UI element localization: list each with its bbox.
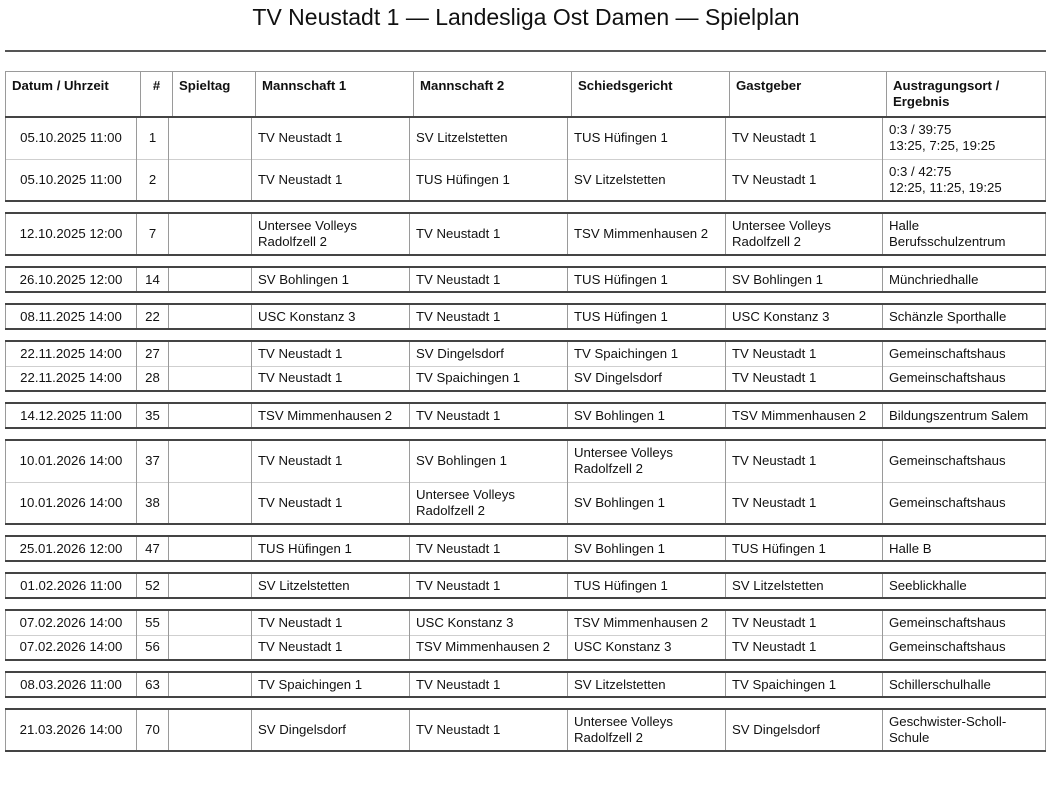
team1-cell: TV Neustadt 1	[252, 610, 410, 635]
team1-cell: SV Bohlingen 1	[252, 267, 410, 292]
team1-cell: TSV Mimmenhausen 2	[252, 403, 410, 428]
date-cell: 22.11.2025 14:00	[6, 366, 137, 391]
venue-result-cell: Bildungszentrum Salem	[883, 403, 1046, 428]
match-group	[5, 116, 1046, 202]
referee-cell: TUS Hüfingen 1	[568, 304, 726, 329]
match-number-cell: 22	[137, 304, 169, 329]
group-table	[5, 116, 1046, 202]
venue-result-cell: Schänzle Sporthalle	[883, 304, 1046, 329]
referee-cell: SV Bohlingen 1	[568, 536, 726, 561]
host-cell: TUS Hüfingen 1	[726, 536, 883, 561]
table-row	[6, 213, 1046, 255]
matchday-cell	[169, 341, 252, 366]
table-row	[6, 482, 1046, 524]
team1-cell: TV Neustadt 1	[252, 440, 410, 482]
date-cell: 25.01.2026 12:00	[6, 536, 137, 561]
host-cell: TV Neustadt 1	[726, 482, 883, 524]
venue-result-cell: Gemeinschaftshaus	[883, 482, 1046, 524]
matchday-cell	[169, 267, 252, 292]
match-group	[5, 708, 1046, 752]
venue-result-cell: Gemeinschaftshaus	[883, 366, 1046, 391]
referee-cell: SV Bohlingen 1	[568, 482, 726, 524]
team1-cell: TV Neustadt 1	[252, 366, 410, 391]
table-row	[6, 304, 1046, 329]
group-table	[5, 439, 1046, 525]
date-cell: 01.02.2026 11:00	[6, 573, 137, 598]
host-cell: SV Bohlingen 1	[726, 267, 883, 292]
venue-result-cell: 0:3 / 39:75 13:25, 7:25, 19:25	[883, 117, 1046, 159]
venue-result-cell: 0:3 / 42:75 12:25, 11:25, 19:25	[883, 159, 1046, 201]
table-row	[6, 672, 1046, 697]
referee-cell: Untersee Volleys Radolfzell 2	[568, 440, 726, 482]
host-cell: TV Neustadt 1	[726, 635, 883, 660]
date-cell: 14.12.2025 11:00	[6, 403, 137, 428]
col-header-team2: Mannschaft 2	[414, 72, 572, 117]
table-row	[6, 267, 1046, 292]
team2-cell: TUS Hüfingen 1	[410, 159, 568, 201]
team1-cell: TV Neustadt 1	[252, 159, 410, 201]
venue-result-cell: Gemeinschaftshaus	[883, 341, 1046, 366]
matchday-cell	[169, 573, 252, 598]
match-group	[5, 303, 1046, 330]
referee-cell: SV Litzelstetten	[568, 159, 726, 201]
host-cell: TV Neustadt 1	[726, 610, 883, 635]
match-number-cell: 70	[137, 709, 169, 751]
date-cell: 07.02.2026 14:00	[6, 635, 137, 660]
match-group	[5, 572, 1046, 599]
date-cell: 05.10.2025 11:00	[6, 117, 137, 159]
matchday-cell	[169, 610, 252, 635]
team1-cell: TV Spaichingen 1	[252, 672, 410, 697]
team2-cell: TV Spaichingen 1	[410, 366, 568, 391]
matchday-cell	[169, 159, 252, 201]
host-cell: TV Neustadt 1	[726, 440, 883, 482]
match-number-cell: 52	[137, 573, 169, 598]
match-number-cell: 56	[137, 635, 169, 660]
table-row	[6, 635, 1046, 660]
venue-result-cell: Halle Berufsschulzentrum	[883, 213, 1046, 255]
match-number-cell: 28	[137, 366, 169, 391]
group-table	[5, 266, 1046, 293]
group-table	[5, 303, 1046, 330]
team1-cell: TV Neustadt 1	[252, 341, 410, 366]
team2-cell: TV Neustadt 1	[410, 709, 568, 751]
team2-cell: TV Neustadt 1	[410, 403, 568, 428]
matchday-cell	[169, 440, 252, 482]
match-group	[5, 671, 1046, 698]
group-table	[5, 671, 1046, 698]
date-cell: 21.03.2026 14:00	[6, 709, 137, 751]
date-cell: 10.01.2026 14:00	[6, 440, 137, 482]
referee-cell: SV Dingelsdorf	[568, 366, 726, 391]
match-group	[5, 439, 1046, 525]
table-row	[6, 709, 1046, 751]
match-number-cell: 55	[137, 610, 169, 635]
referee-cell: Untersee Volleys Radolfzell 2	[568, 709, 726, 751]
team2-cell: SV Dingelsdorf	[410, 341, 568, 366]
date-cell: 22.11.2025 14:00	[6, 341, 137, 366]
group-table	[5, 212, 1046, 256]
matchday-cell	[169, 635, 252, 660]
date-cell: 12.10.2025 12:00	[6, 213, 137, 255]
match-number-cell: 7	[137, 213, 169, 255]
page-title: TV Neustadt 1 — Landesliga Ost Damen — Spielplan	[252, 4, 800, 30]
host-cell: SV Litzelstetten	[726, 573, 883, 598]
header-table	[5, 71, 1046, 116]
team2-cell: USC Konstanz 3	[410, 610, 568, 635]
table-row	[6, 341, 1046, 366]
venue-result-cell: Halle B	[883, 536, 1046, 561]
col-header-team1: Mannschaft 1	[256, 72, 414, 117]
match-group	[5, 609, 1046, 661]
table-row	[6, 366, 1046, 391]
match-group	[5, 402, 1046, 429]
match-number-cell: 35	[137, 403, 169, 428]
match-group	[5, 535, 1046, 562]
venue-result-cell: Gemeinschaftshaus	[883, 440, 1046, 482]
referee-cell: SV Bohlingen 1	[568, 403, 726, 428]
host-cell: TV Neustadt 1	[726, 366, 883, 391]
date-cell: 08.11.2025 14:00	[6, 304, 137, 329]
date-cell: 07.02.2026 14:00	[6, 610, 137, 635]
col-header-number: #	[141, 72, 173, 117]
col-header-matchday: Spieltag	[173, 72, 256, 117]
match-group	[5, 212, 1046, 256]
matchday-cell	[169, 213, 252, 255]
schedule-header	[5, 71, 1046, 116]
referee-cell: SV Litzelstetten	[568, 672, 726, 697]
team2-cell: TV Neustadt 1	[410, 304, 568, 329]
group-table	[5, 535, 1046, 562]
team2-cell: SV Bohlingen 1	[410, 440, 568, 482]
match-number-cell: 1	[137, 117, 169, 159]
host-cell: USC Konstanz 3	[726, 304, 883, 329]
schedule	[5, 71, 1046, 762]
match-group	[5, 266, 1046, 293]
matchday-cell	[169, 403, 252, 428]
team1-cell: SV Litzelstetten	[252, 573, 410, 598]
team2-cell: Untersee Volleys Radolfzell 2	[410, 482, 568, 524]
matchday-cell	[169, 117, 252, 159]
table-row	[6, 117, 1046, 159]
team1-cell: USC Konstanz 3	[252, 304, 410, 329]
match-number-cell: 37	[137, 440, 169, 482]
table-row	[6, 440, 1046, 482]
host-cell: TV Neustadt 1	[726, 159, 883, 201]
host-cell: Untersee Volleys Radolfzell 2	[726, 213, 883, 255]
date-cell: 26.10.2025 12:00	[6, 267, 137, 292]
col-header-date: Datum / Uhrzeit	[6, 72, 141, 117]
matchday-cell	[169, 672, 252, 697]
matchday-cell	[169, 366, 252, 391]
venue-result-cell: Gemeinschaftshaus	[883, 635, 1046, 660]
team2-cell: TSV Mimmenhausen 2	[410, 635, 568, 660]
host-cell: SV Dingelsdorf	[726, 709, 883, 751]
team2-cell: TV Neustadt 1	[410, 573, 568, 598]
matchday-cell	[169, 536, 252, 561]
venue-result-cell: Geschwister-Scholl-Schule	[883, 709, 1046, 751]
match-number-cell: 27	[137, 341, 169, 366]
matchday-cell	[169, 709, 252, 751]
host-cell: TSV Mimmenhausen 2	[726, 403, 883, 428]
team2-cell: TV Neustadt 1	[410, 267, 568, 292]
referee-cell: TV Spaichingen 1	[568, 341, 726, 366]
match-groups	[5, 116, 1046, 752]
matchday-cell	[169, 482, 252, 524]
table-row	[6, 610, 1046, 635]
table-row	[6, 403, 1046, 428]
venue-result-cell: Schillerschulhalle	[883, 672, 1046, 697]
host-cell: TV Spaichingen 1	[726, 672, 883, 697]
date-cell: 05.10.2025 11:00	[6, 159, 137, 201]
venue-result-cell: Gemeinschaftshaus	[883, 610, 1046, 635]
team1-cell: Untersee Volleys Radolfzell 2	[252, 213, 410, 255]
team1-cell: TV Neustadt 1	[252, 117, 410, 159]
host-cell: TV Neustadt 1	[726, 117, 883, 159]
match-number-cell: 14	[137, 267, 169, 292]
referee-cell: TUS Hüfingen 1	[568, 573, 726, 598]
referee-cell: TSV Mimmenhausen 2	[568, 610, 726, 635]
col-header-venue-result: Austragungsort / Ergebnis	[887, 72, 1046, 117]
table-row	[6, 159, 1046, 201]
team1-cell: TUS Hüfingen 1	[252, 536, 410, 561]
header-row	[6, 72, 1046, 117]
referee-cell: TUS Hüfingen 1	[568, 117, 726, 159]
col-header-host: Gastgeber	[730, 72, 887, 117]
group-table	[5, 708, 1046, 752]
group-table	[5, 572, 1046, 599]
match-number-cell: 47	[137, 536, 169, 561]
team1-cell: SV Dingelsdorf	[252, 709, 410, 751]
referee-cell: TSV Mimmenhausen 2	[568, 213, 726, 255]
table-row	[6, 536, 1046, 561]
match-number-cell: 63	[137, 672, 169, 697]
referee-cell: USC Konstanz 3	[568, 635, 726, 660]
date-cell: 08.03.2026 11:00	[6, 672, 137, 697]
col-header-referee: Schiedsgericht	[572, 72, 730, 117]
team2-cell: SV Litzelstetten	[410, 117, 568, 159]
date-cell: 10.01.2026 14:00	[6, 482, 137, 524]
team2-cell: TV Neustadt 1	[410, 672, 568, 697]
match-number-cell: 2	[137, 159, 169, 201]
team1-cell: TV Neustadt 1	[252, 482, 410, 524]
group-table	[5, 402, 1046, 429]
match-number-cell: 38	[137, 482, 169, 524]
venue-result-cell: Münchriedhalle	[883, 267, 1046, 292]
referee-cell: TUS Hüfingen 1	[568, 267, 726, 292]
title-divider	[5, 50, 1046, 52]
match-group	[5, 340, 1046, 392]
host-cell: TV Neustadt 1	[726, 341, 883, 366]
team1-cell: TV Neustadt 1	[252, 635, 410, 660]
group-table	[5, 340, 1046, 392]
group-table	[5, 609, 1046, 661]
team2-cell: TV Neustadt 1	[410, 536, 568, 561]
team2-cell: TV Neustadt 1	[410, 213, 568, 255]
table-row	[6, 573, 1046, 598]
matchday-cell	[169, 304, 252, 329]
venue-result-cell: Seeblickhalle	[883, 573, 1046, 598]
